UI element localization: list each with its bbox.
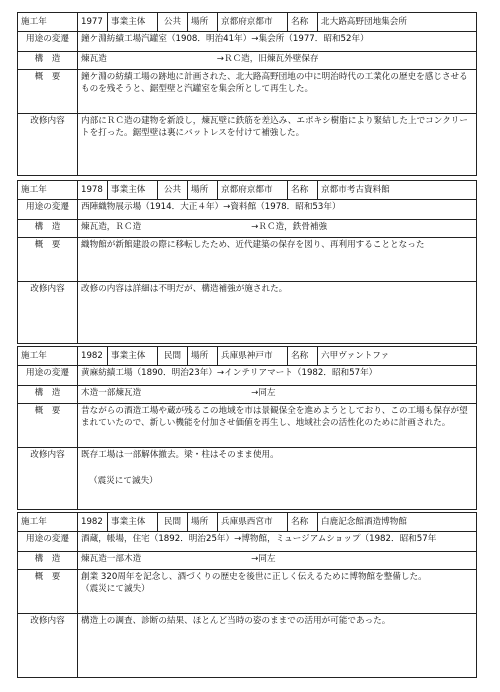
renovation-row: [18, 281, 476, 343]
use-label: 用途の変遷: [18, 366, 78, 385]
year-label: 施工年: [18, 181, 78, 199]
renovation-value: 内部にＲＣ造の建物を新設し，煉瓦壁に鉄筋を差込み、エポキシ樹脂により緊結した上でコンクリートを打った。鋸型壁は裏にバットレスを付けて補強した。: [81, 116, 468, 138]
owner-label: 事業主体: [108, 513, 158, 531]
year-value: 1982: [78, 347, 108, 365]
place-value: 京都府京都市: [218, 181, 288, 199]
year-value: 1977: [78, 13, 108, 31]
use-row: [18, 199, 476, 219]
use-row: [18, 531, 476, 551]
name-label: 名称: [288, 347, 318, 365]
renovation-value: [78, 448, 476, 509]
owner-value: 民間: [158, 513, 188, 531]
summary-text: 創業 320周年を記念し、酒づくりの歴史を後世に正しく伝えるために博物館を整備した。: [81, 572, 427, 582]
summary-label: 概 要: [18, 404, 78, 447]
structure-after: →同左: [251, 388, 276, 398]
renovation-label: 改修内容: [18, 114, 78, 175]
year-value: 1978: [78, 181, 108, 199]
name-label: 名称: [288, 513, 318, 531]
structure-after: →ＲＣ造，旧煉瓦外壁保存: [216, 54, 319, 64]
renovation-row: [18, 113, 476, 175]
owner-label: 事業主体: [108, 347, 158, 365]
structure-row: [18, 51, 476, 69]
place-label: 場所: [188, 181, 218, 199]
loss-note: （震災にて滅失）: [89, 476, 158, 486]
place-value: 兵庫県西宮市: [218, 513, 288, 531]
year-label: 施工年: [18, 513, 78, 531]
structure-after: →同左: [251, 554, 276, 564]
structure-value: [78, 52, 476, 69]
name-label: 名称: [288, 13, 318, 31]
use-label: 用途の変遷: [18, 200, 78, 219]
entry-card-3: [17, 346, 477, 510]
owner-label: 事業主体: [108, 181, 158, 199]
summary-row: [18, 403, 476, 447]
renovation-row: [18, 613, 476, 677]
use-value: 黄麻紡績工場（1890．明治23年）→インテリアマート（1982．昭和57年）: [81, 368, 378, 378]
summary-value: 昔ながらの酒造工場や蔵が残るこの地域を市は景観保全を進めようとしており、この工場も保存が望まれていたので、新しい機能を付加させ価値を再生し、地域社会の活性化のために計画された。: [81, 406, 468, 428]
summary-row: [18, 69, 476, 113]
owner-value: 公共: [158, 13, 188, 31]
use-row: [18, 365, 476, 385]
owner-label: 事業主体: [108, 13, 158, 31]
use-label: 用途の変遷: [18, 32, 78, 51]
use-value: 鐘ケ淵紡績工場汽罐室（1908．明治41年）→集会所（1977．昭和52年）: [81, 34, 369, 44]
use-value: 酒蔵，帳場，住宅（1892．明治25年）→博物館，ミュージアムショップ（1982．昭和57年: [81, 534, 437, 544]
summary-value: 織物館が新館建設の際に移転したため、近代建築の保存を図り、再利用することとなった: [81, 240, 425, 250]
summary-label: 概 要: [18, 238, 78, 281]
structure-label: 構 造: [18, 52, 78, 69]
name-value: 六甲ヴァントファ: [321, 351, 390, 361]
owner-value: 公共: [158, 181, 188, 199]
use-value: 西陣織物展示場（1914．大正４年）→資料館（1978．昭和53年）: [81, 202, 341, 212]
place-value: 京都府京都市: [218, 13, 288, 31]
year-value: 1982: [78, 513, 108, 531]
entry-card-4: [17, 512, 477, 678]
structure-row: [18, 551, 476, 569]
entry-header-row: [18, 181, 476, 199]
renovation-label: 改修内容: [18, 448, 78, 509]
renovation-value: 改修の内容は詳細は不明だが、構造補強が施された。: [81, 284, 288, 294]
structure-before: 木造一部煉瓦造: [81, 388, 142, 398]
name-value: 北大路高野団地集会所: [321, 17, 407, 27]
renovation-label: 改修内容: [18, 282, 78, 343]
entry-card-1: [17, 12, 477, 176]
summary-value: 鐘ケ淵の紡績工場の跡地に計画された、北大路高野団地の中に明治時代の工業化の歴史を感じさせるものを残そうと、鋸型壁と汽罐室を集会所として再生した。: [81, 72, 468, 94]
structure-value: [78, 386, 476, 403]
renovation-label: 改修内容: [18, 614, 78, 677]
entry-header-row: [18, 513, 476, 531]
structure-before: 煉瓦造一部木造: [81, 554, 142, 564]
renovation-row: [18, 447, 476, 509]
place-value: 兵庫県神戸市: [218, 347, 288, 365]
use-label: 用途の変遷: [18, 532, 78, 551]
entry-card-2: [17, 180, 477, 344]
structure-before: 煉瓦造: [81, 54, 107, 64]
use-row: [18, 31, 476, 51]
entry-header-row: [18, 347, 476, 365]
renovation-value: 構造上の調査、診断の結果、ほとんど当時の姿のままでの活用が可能であった。: [81, 616, 391, 626]
owner-value: 民間: [158, 347, 188, 365]
place-label: 場所: [188, 13, 218, 31]
name-value: 白鹿記念館酒造博物館: [321, 517, 407, 527]
place-label: 場所: [188, 347, 218, 365]
renovation-text: 既存工場は一部解体撤去。梁・柱はそのまま使用。: [81, 450, 279, 460]
year-label: 施工年: [18, 13, 78, 31]
entry-header-row: [18, 13, 476, 31]
structure-before: 煉瓦造，ＲＣ造: [81, 222, 142, 232]
summary-row: [18, 569, 476, 613]
name-label: 名称: [288, 181, 318, 199]
summary-value: [78, 570, 476, 613]
structure-value: [78, 220, 476, 237]
summary-label: 概 要: [18, 570, 78, 613]
year-label: 施工年: [18, 347, 78, 365]
summary-label: 概 要: [18, 70, 78, 113]
place-label: 場所: [188, 513, 218, 531]
structure-label: 構 造: [18, 220, 78, 237]
name-value: 京都市考古資料館: [321, 185, 390, 195]
structure-row: [18, 385, 476, 403]
summary-row: [18, 237, 476, 281]
structure-after: →ＲＣ造，鉄骨補強: [251, 222, 328, 232]
structure-label: 構 造: [18, 386, 78, 403]
structure-value: [78, 552, 476, 569]
structure-row: [18, 219, 476, 237]
loss-note: （震災にて滅失）: [81, 584, 150, 594]
structure-label: 構 造: [18, 552, 78, 569]
